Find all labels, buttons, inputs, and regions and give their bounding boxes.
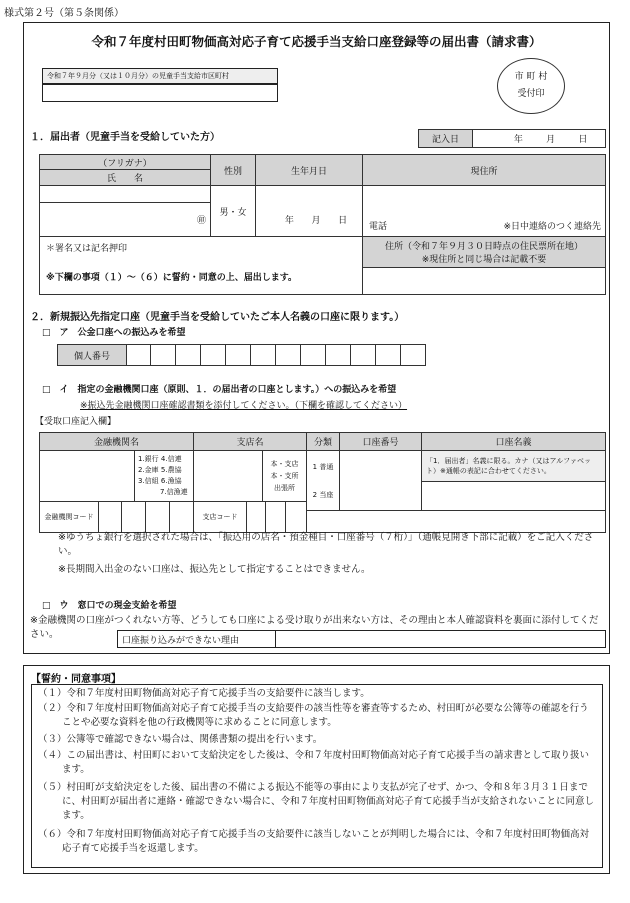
pledge-item-5: （５）村田町が支給決定をした後、届出書の不備による振込不能等の事由により支払が完了せず、かつ、令和８年３月３１日までに、村田町が届出者に連絡・確認できない場合に、令和７年度村田町物価高対応子育て応援手当が支給されないことに同意します。 bbox=[38, 782, 595, 821]
branch-code-label: 支店コード bbox=[193, 501, 247, 533]
bank-header: 金融機関名 bbox=[39, 432, 194, 451]
receive-label: 【受取口座記入欄】 bbox=[35, 417, 117, 427]
main-frame bbox=[23, 22, 610, 654]
mynumber-field[interactable] bbox=[126, 344, 426, 366]
bank-name-field[interactable] bbox=[39, 450, 135, 502]
resident-address-field[interactable] bbox=[362, 267, 606, 295]
birthdate-header: 生年月日 bbox=[255, 154, 363, 186]
seal-mark: ㊞ bbox=[196, 216, 206, 226]
furigana-field[interactable] bbox=[39, 185, 211, 203]
pledge-item-1: （１）令和７年度村田町物価高対応子育て応援手当の支給要件に該当します。 bbox=[38, 688, 370, 699]
option-u-checkbox[interactable]: □ ウ 窓口での現金支給を希望 bbox=[42, 601, 177, 611]
pledge-item-3: （３）公簿等で確認できない場合は、関係書類の提出を行います。 bbox=[38, 734, 323, 745]
pledge-item-2: （２）令和７年度村田町物価高対応子育て応援手当の支給要件の該当性等を審査等するため、村田町が必要な公簿等の確認を行うことや必要な資料を他の行政機関等に求めることに同意します。 bbox=[38, 703, 589, 728]
pledge-item-4: （４）この届出書は、村田町において支給決定をした後は、令和７年度村田町物価高対応子育て応援手当の請求書として取り扱います。 bbox=[38, 750, 590, 775]
account-holder-field[interactable] bbox=[421, 481, 606, 511]
account-number-header: 口座番号 bbox=[339, 432, 422, 451]
account-lower-row bbox=[306, 510, 606, 533]
branch-header: 支店名 bbox=[193, 432, 307, 451]
branch-type-options[interactable]: 本・支店 本・支所 出張所 bbox=[262, 450, 307, 502]
gender-field[interactable]: 男・女 bbox=[210, 185, 256, 237]
option-a-checkbox[interactable]: □ ア 公金口座への振込みを希望 bbox=[42, 328, 186, 338]
option-i-note: ※振込先金融機関口座確認書類を添付してください。（下欄を確認してください） bbox=[80, 401, 408, 411]
option-i-checkbox[interactable]: □ イ 指定の金融機関口座（原則、１．の届出者の口座とします。）への振込みを希望 bbox=[42, 385, 397, 395]
reception-seal: 市 町 村 受付印 bbox=[497, 58, 565, 114]
bank-code-field[interactable] bbox=[98, 501, 194, 533]
name-field[interactable] bbox=[39, 202, 211, 237]
name-header: 氏 名 bbox=[39, 169, 211, 186]
type-header: 分類 bbox=[306, 432, 340, 451]
branch-name-field[interactable] bbox=[193, 450, 263, 502]
resident-address-note: 住所（令和７年９月３０日時点の住民票所在地） ※現住所と同じ場合は記載不要 bbox=[362, 236, 606, 268]
address-field[interactable]: 電話 ※日中連絡のつく連絡先 bbox=[362, 185, 606, 237]
bank-type-options[interactable]: 1.銀行 4.信連 2.金庫 5.農協 3.信組 6.漁協 7.信漁連 bbox=[134, 450, 194, 502]
furigana-header: （フリガナ） bbox=[39, 154, 211, 170]
dormant-note: ※長期間入出金のない口座は、振込先として指定することはできません。 bbox=[58, 564, 371, 575]
option-u-note: ※金融機関の口座がつくれない方等、どうしても口座による受け取りが出来ない方は、その理由と本人確認資料を裏面に添付してください。 bbox=[30, 615, 599, 640]
account-holder-header: 口座名義 bbox=[421, 432, 606, 451]
gender-header: 性別 bbox=[210, 154, 256, 186]
section1-heading: １．届出者（児童手当を受給していた方） bbox=[30, 132, 220, 143]
date-label: 記入日 bbox=[418, 129, 473, 148]
yucho-note: ※ゆうちょ銀行を選択された場合は、「振込用の店名・預金種目・口座番号（７桁）」（通帳見開き下部に記載）をご記入ください。 bbox=[58, 532, 594, 557]
birthdate-field[interactable]: 年 月 日 bbox=[255, 185, 363, 237]
sign-area: ＊署名又は記名押印 ※下欄の事項（１）～（６）に誓約・同意の上、届出します。 bbox=[39, 236, 363, 295]
municipality-field[interactable] bbox=[42, 84, 278, 102]
mynumber-label: 個人番号 bbox=[57, 344, 127, 366]
bank-code-label: 金融機関コード bbox=[39, 501, 99, 533]
form-title: 令和７年度村田町物価高対応子育て応援手当支給口座登録等の届出書（請求書） bbox=[91, 34, 542, 49]
municipality-label: 令和７年９月分（又は１０月分）の児童手当支給市区町村 bbox=[42, 68, 278, 84]
pledge-heading: 【誓約・同意事項】 bbox=[31, 674, 121, 685]
cash-reason-field[interactable] bbox=[275, 630, 606, 648]
section2-heading: ２．新規振込先指定口座（児童手当を受給していたご本人名義の口座に限ります。） bbox=[30, 312, 405, 323]
form-number: 様式第２号（第５条関係） bbox=[4, 8, 124, 19]
date-field[interactable]: 年 月 日 bbox=[472, 129, 606, 148]
cash-reason-label: 口座振り込みができない理由 bbox=[117, 630, 276, 648]
branch-code-field[interactable] bbox=[246, 501, 307, 533]
address-header: 現住所 bbox=[362, 154, 606, 186]
account-number-field[interactable] bbox=[339, 450, 422, 511]
pledge-item-6: （６）令和７年度村田町物価高対応子育て応援手当の支給要件に該当しないことが判明した場合には、令和７年度村田町物価高対応子育て応援手当を返還します。 bbox=[38, 829, 590, 854]
account-holder-note: 「1．届出者」名義に限る。カナ（又はアルファベット）※通帳の表記に合わせてください。 bbox=[421, 450, 606, 482]
account-type-options[interactable]: 1 普通 2 当座 bbox=[306, 450, 340, 511]
